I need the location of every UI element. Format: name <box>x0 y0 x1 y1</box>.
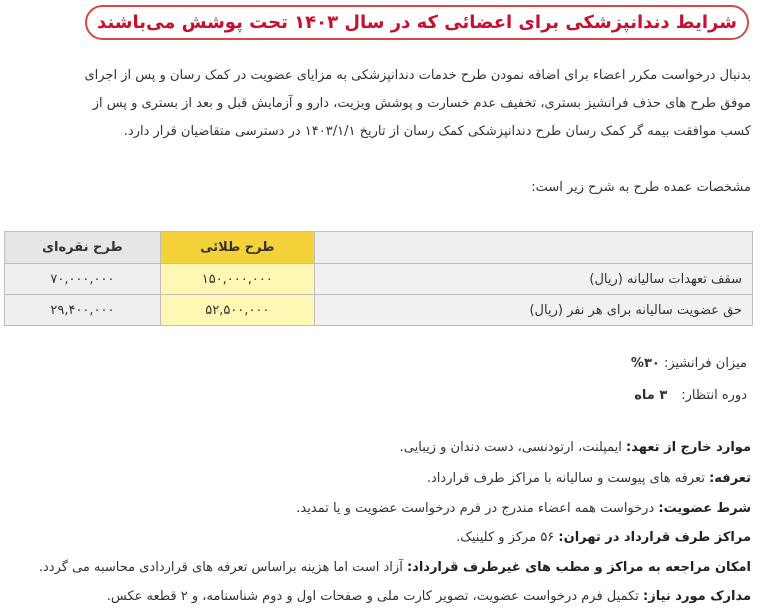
detail-label: شرط عضویت: <box>658 501 751 516</box>
detail-non-contract <box>39 560 751 575</box>
detail-text: ایمپلنت، ارتودنسی، دست دندان و زیبایی. <box>399 440 622 455</box>
detail-label: تعرفه: <box>709 471 751 486</box>
row-label: سقف تعهدات سالیانه (ریال) <box>314 264 752 295</box>
detail-centers <box>456 530 751 545</box>
detail-text: تکمیل فرم درخواست عضویت، تصویر کارت ملی و صفحات اول و دوم شناسنامه، و ۲ قطعه عکس. <box>106 589 639 604</box>
header-silver-plan: طرح نقره‌ای <box>5 232 161 264</box>
detail-text: آزاد است اما هزینه براساس تعرفه های قراردادی محاسبه می گردد. <box>38 560 403 575</box>
title-box <box>85 5 749 40</box>
header-gold-plan: طرح طلائی <box>160 232 314 264</box>
table-row <box>5 295 753 326</box>
detail-exclusions <box>400 440 751 455</box>
page-title: شرایط دندانپزشکی برای اعضائی که در سال ۱۴۰۳ تحت پوشش می‌باشند <box>97 12 737 33</box>
header-label-cell <box>314 232 752 264</box>
table-row <box>5 264 753 295</box>
row-label: حق عضویت سالیانه برای هر نفر (ریال) <box>314 295 752 326</box>
gold-value: ۱۵۰,۰۰۰,۰۰۰ <box>160 264 314 295</box>
intro-line-2: موفق طرح های حذف فرانشیز بستری، تخفیف عدم خسارت و پوشش ویزیت، دارو و آزمایش قبل و بعد از بستری و پس از <box>92 96 751 111</box>
detail-text: ۵۶ مرکز و کلینیک. <box>456 530 555 545</box>
intro-line-1: بدنبال درخواست مکرر اعضاء برای اضافه نمودن طرح خدمات دندانپزشکی به مزایای عضویت در کمک رسان و پس از اجرای <box>84 68 751 83</box>
detail-text: درخواست همه اعضاء مندرج در فرم درخواست عضویت و یا تمدید. <box>296 501 655 516</box>
franchise-line <box>631 356 747 371</box>
waiting-line <box>634 388 747 403</box>
detail-label: امکان مراجعه به مراکز و مطب های غیرطرف قرارداد: <box>406 560 751 575</box>
detail-label: مدارک مورد نیاز: <box>643 589 751 604</box>
waiting-label: دوره انتظار: <box>681 388 747 403</box>
franchise-label: میزان فرانشیز: <box>663 356 747 371</box>
waiting-value: ۳ ماه <box>634 388 668 403</box>
detail-label: مراکز طرف قرارداد در تهران: <box>558 530 751 545</box>
detail-documents <box>107 589 751 604</box>
intro-paragraph <box>10 62 751 146</box>
specs-heading: مشخصات عمده طرح به شرح زیر است: <box>531 180 751 195</box>
detail-label: موارد خارج از تعهد: <box>626 440 751 455</box>
plans-table <box>4 231 753 326</box>
intro-line-3: کسب موافقت بیمه گر کمک رسان طرح دندانپزشکی کمک رسان از تاریخ ۱۴۰۳/۱/۱ در دسترسی متقاضیان قرار دارد. <box>123 124 751 139</box>
detail-membership <box>296 501 751 516</box>
gold-value: ۵۲,۵۰۰,۰۰۰ <box>160 295 314 326</box>
detail-tariff <box>427 471 751 486</box>
franchise-value: ۳۰% <box>630 356 660 371</box>
detail-text: تعرفه های پیوست و سالیانه با مراکز طرف قرارداد. <box>426 471 705 486</box>
silver-value: ۲۹,۴۰۰,۰۰۰ <box>5 295 161 326</box>
silver-value: ۷۰,۰۰۰,۰۰۰ <box>5 264 161 295</box>
table-header-row <box>5 232 753 264</box>
